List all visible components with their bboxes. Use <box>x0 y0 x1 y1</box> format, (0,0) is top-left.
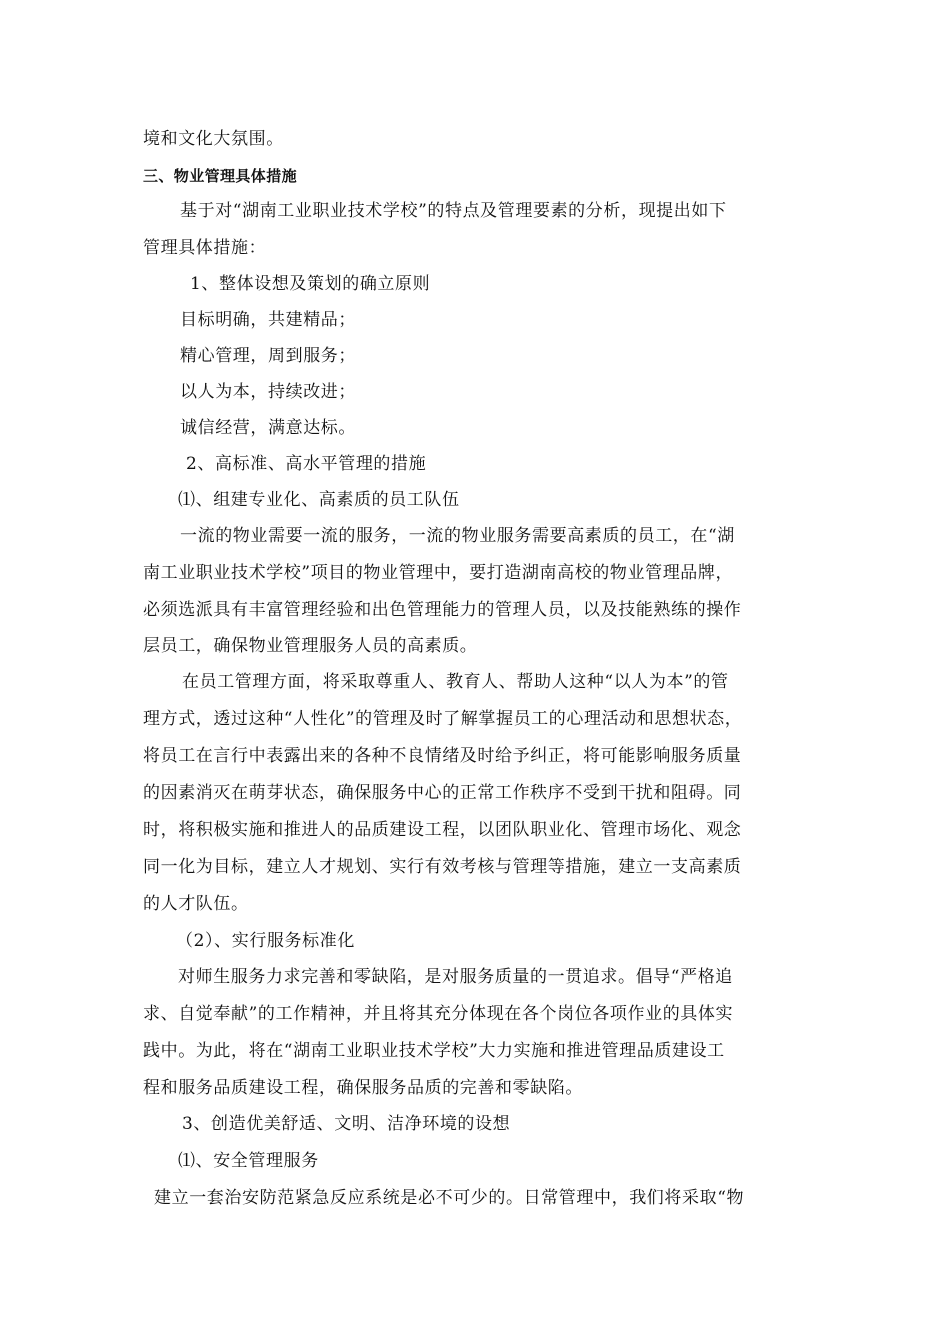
paragraph-line: 境和文化大氛围。 <box>143 129 284 149</box>
paragraph-line: 必须选派具有丰富管理经验和出色管理能力的管理人员，以及技能熟练的操作 <box>143 600 742 620</box>
paragraph-line: 南工业职业技术学校”项目的物业管理中，要打造湖南高校的物业管理品牌， <box>143 563 734 583</box>
principle-item: 精心管理，周到服务； <box>180 346 356 366</box>
item-heading: ⑴、组建专业化、高素质的员工队伍 <box>178 490 460 510</box>
principle-item: 目标明确，共建精品； <box>180 310 356 330</box>
item-heading: ⑴、安全管理服务 <box>178 1151 319 1171</box>
subsection-heading: 1、整体设想及策划的确立原则 <box>190 274 431 294</box>
paragraph-line: 程和服务品质建设工程，确保服务品质的完善和零缺陷。 <box>143 1078 583 1098</box>
paragraph-line: 对师生服务力求完善和零缺陷，是对服务质量的一贯追求。倡导“严格追 <box>178 967 733 987</box>
paragraph-line: 的人才队伍。 <box>143 894 249 914</box>
paragraph-line: 时，将积极实施和推进人的品质建设工程，以团队职业化、管理市场化、观念 <box>143 820 742 840</box>
section-heading: 三、物业管理具体措施 <box>143 167 298 185</box>
paragraph-line: 求、自觉奉献”的工作精神，并且将其充分体现在各个岗位各项作业的具体实 <box>143 1004 734 1024</box>
paragraph-line: 践中。为此，将在“湖南工业职业技术学校”大力实施和推进管理品质建设工 <box>143 1041 725 1061</box>
paragraph-line: 理方式，透过这种“人性化”的管理及时了解掌握员工的心理活动和思想状态， <box>143 709 743 729</box>
paragraph-line: 的因素消灭在萌芽状态，确保服务中心的正常工作秩序不受到干扰和阻碍。同 <box>143 783 742 803</box>
paragraph-line: 基于对“湖南工业职业技术学校”的特点及管理要素的分析，现提出如下 <box>180 201 727 221</box>
subsection-heading: 3、创造优美舒适、文明、洁净环境的设想 <box>182 1114 511 1134</box>
paragraph-line: 将员工在言行中表露出来的各种不良情绪及时给予纠正，将可能影响服务质量 <box>143 746 742 766</box>
paragraph-line: 一流的物业需要一流的服务，一流的物业服务需要高素质的员工，在“湖 <box>180 526 735 546</box>
paragraph-line: 同一化为目标，建立人才规划、实行有效考核与管理等措施，建立一支高素质 <box>143 857 742 877</box>
paragraph-line: 管理具体措施： <box>143 238 267 258</box>
subsection-heading: 2、高标准、高水平管理的措施 <box>186 454 427 474</box>
paragraph-line: 建立一套治安防范紧急反应系统是必不可少的。日常管理中，我们将采取“物 <box>154 1188 745 1208</box>
principle-item: 诚信经营，满意达标。 <box>180 418 356 438</box>
paragraph-line: 在员工管理方面，将采取尊重人、教育人、帮助人这种“以人为本”的管 <box>182 672 729 692</box>
principle-item: 以人为本，持续改进； <box>180 382 356 402</box>
paragraph-line: 层员工，确保物业管理服务人员的高素质。 <box>143 636 478 656</box>
item-heading: （2）、实行服务标准化 <box>176 931 355 951</box>
